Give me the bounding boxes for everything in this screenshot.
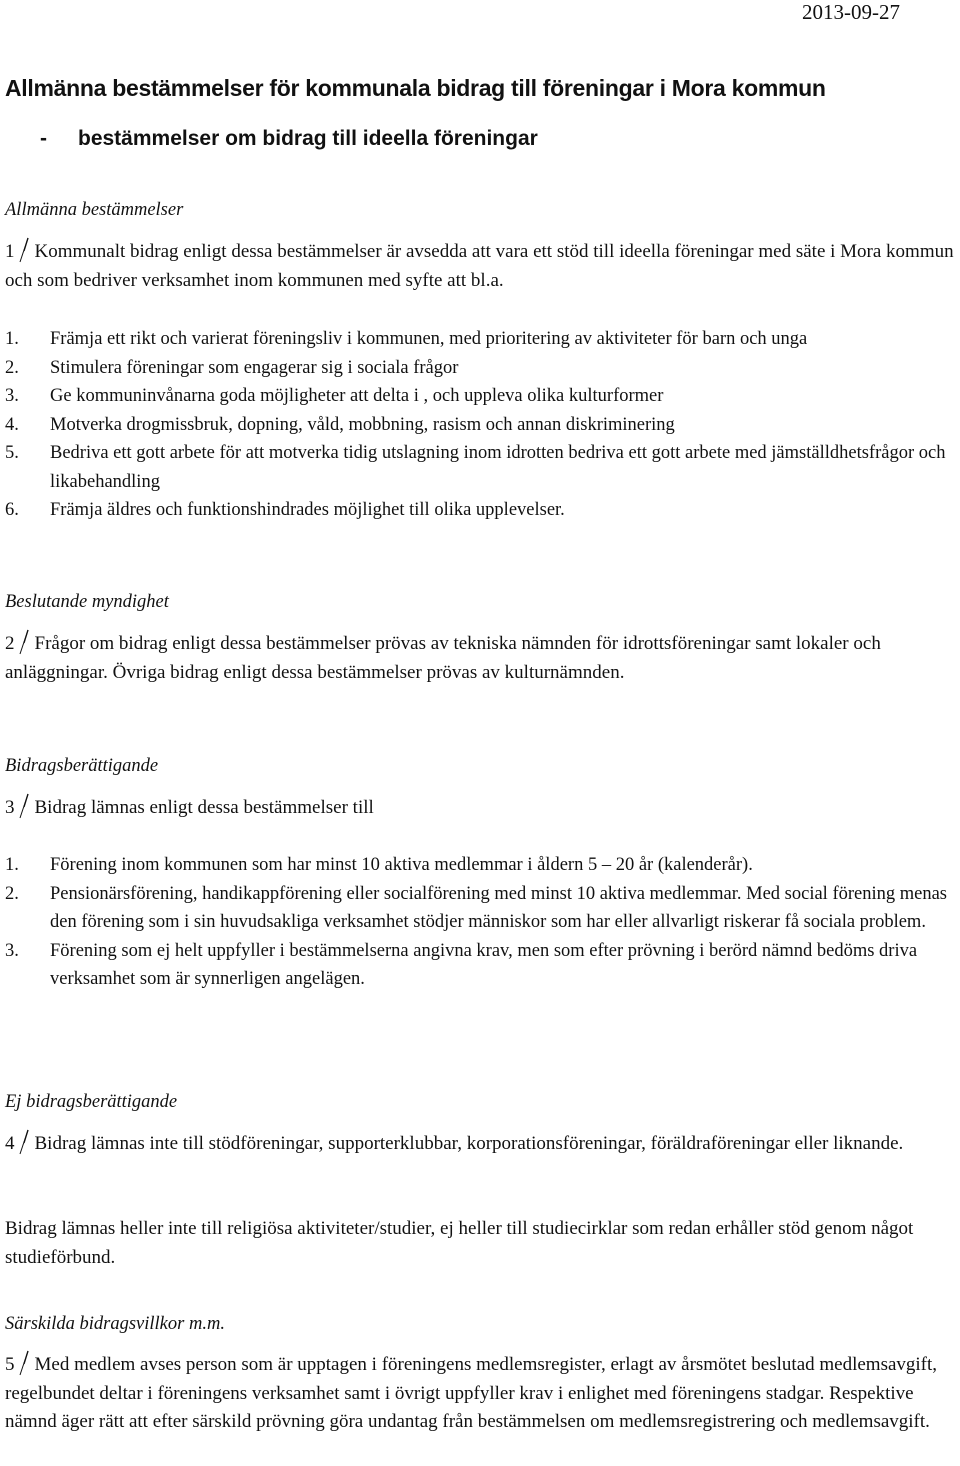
document-date: 2013-09-27 (802, 0, 900, 24)
paragraph-text: Kommunalt bidrag enligt dessa bestämmelser är avsedda att vara ett stöd till ideella föreningar med säte i Mora kommun och som bedriver verksamhet inom kommunen med syfte att bl.a. (5, 241, 954, 291)
section-mark-icon (19, 793, 29, 819)
paragraph-text: Bidrag lämnas enligt dessa bestämmelser till (34, 797, 374, 818)
paragraph-3 (5, 793, 955, 823)
paragraph-number: 4 (5, 1133, 15, 1154)
paragraph-1 (5, 237, 955, 295)
section-mark-icon (19, 1350, 29, 1376)
list-item: 3. Förening som ej helt uppfyller i bestämmelserna angivna krav, men som efter prövning i berörd nämnd bedöms driva verksamhet som är synnerligen angelägen. (5, 940, 918, 989)
list-item: 4. Motverka drogmissbruk, dopning, våld, mobbning, rasism och annan diskriminering (5, 414, 675, 435)
paragraph-text: Med medlem avses person som är upptagen i föreningens medlemsregister, erlagt av årsmötet beslutad medlemsavgift, regelbundet deltar i föreningens verksamhet samt i övrigt uppfyller krav i enlighet med föreningens stadgar. Respektive nämnd äger rätt att efter särskild prövning göra undantag från bestämmelsen om medlemsregistrering och medlemsavgift. (5, 1354, 938, 1432)
section-heading-eligible: Bidragsberättigande (5, 756, 159, 776)
paragraph-number: 5 (5, 1354, 15, 1375)
section-mark-icon (19, 237, 29, 263)
paragraph-number: 1 (5, 241, 15, 262)
section-heading-general: Allmänna bestämmelser (5, 200, 184, 220)
paragraph-4b (5, 1215, 955, 1272)
list-item: 1. Främja ett rikt och varierat föreningsliv i kommunen, med prioritering av aktiviteter för barn och unga (5, 329, 808, 349)
list-item: 1. Förening inom kommunen som har minst 10 aktiva medlemmar i åldern 5 – 20 år (kalenderår). (5, 855, 753, 875)
paragraph-2 (5, 629, 955, 687)
paragraph-5 (5, 1350, 955, 1437)
section-heading-authority: Beslutande myndighet (5, 592, 169, 612)
section-heading-not-eligible: Ej bidragsberättigande (5, 1092, 178, 1112)
purpose-list (5, 325, 955, 525)
eligibility-list (5, 851, 955, 994)
paragraph-text: Frågor om bidrag enligt dessa bestämmelser prövas av tekniska nämnden för idrottsföreningar samt lokaler och anläggningar. Övriga bidrag enligt dessa bestämmelser prövas av kulturnämnden. (5, 633, 881, 683)
paragraph-text: Bidrag lämnas heller inte till religiösa aktiviteter/studier, ej heller till studiecirklar som redan erhåller stöd genom något studieförbund. (5, 1218, 914, 1268)
list-item: 2. Stimulera föreningar som engagerar sig i sociala frågor (5, 357, 459, 378)
list-item: 5. Bedriva ett gott arbete för att motverka tidig utslagning inom idrotten bedriva ett gott arbete med jämställdhetsfrågor och likabehandling (5, 443, 946, 492)
paragraph-text: Bidrag lämnas inte till stödföreningar, supporterklubbar, korporationsföreningar, föräldraföreningar eller liknande. (34, 1133, 904, 1154)
paragraph-4 (5, 1129, 955, 1159)
section-heading-special: Särskilda bidragsvillkor m.m. (5, 1314, 225, 1334)
list-item: 6. Främja äldres och funktionshindrades möjlighet till olika upplevelser. (5, 500, 565, 520)
section-mark-icon (19, 1129, 29, 1155)
document-title: Allmänna bestämmelser för kommunala bidrag till föreningar i Mora kommun (5, 75, 826, 101)
subtitle-dash: - (40, 127, 47, 150)
section-mark-icon (19, 629, 29, 655)
paragraph-number: 2 (5, 633, 15, 654)
list-item: 2. Pensionärsförening, handikappförening eller socialförening med minst 10 aktiva medlemmar. Med social förening menas den förening som i sin huvudsakliga verksamhet stödjer människor som har eller allvarligt riskerar få sociala problem. (5, 883, 948, 932)
subtitle-text: bestämmelser om bidrag till ideella föreningar (78, 127, 538, 150)
paragraph-number: 3 (5, 797, 15, 818)
document-subtitle (40, 127, 538, 151)
list-item: 3. Ge kommuninvånarna goda möjligheter att delta i , och uppleva olika kulturformer (5, 386, 664, 406)
